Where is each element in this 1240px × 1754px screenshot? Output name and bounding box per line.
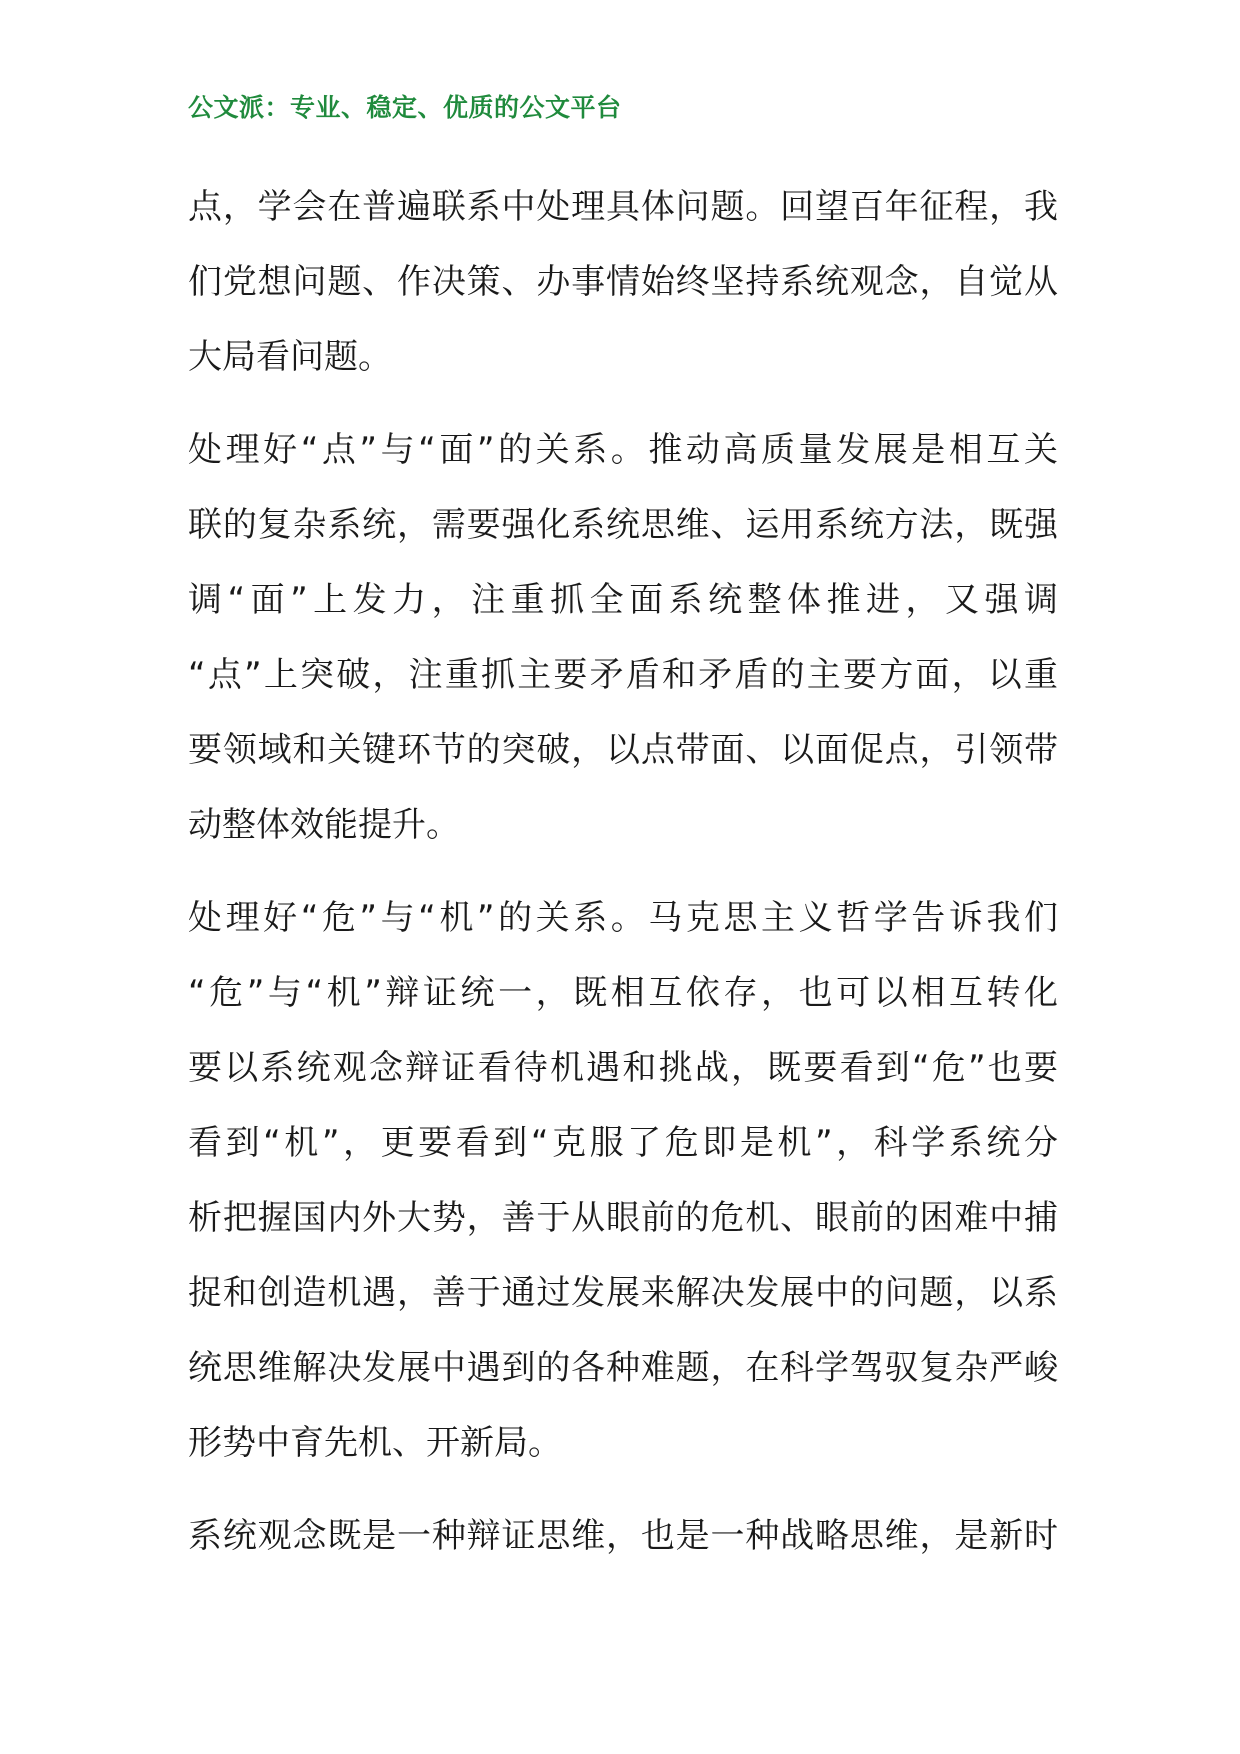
text-line: 联的复杂系统，需要强化系统思维、运用系统方法，既强 [188, 505, 1058, 545]
paragraph-2 [188, 413, 1058, 863]
text-line: 系统观念既是一种辩证思维，也是一种战略思维，是新时 [188, 1516, 1058, 1556]
text-line: 处理好“危”与“机”的关系。马克思主义哲学告诉我们 [188, 898, 1058, 938]
page-header: 公文派：专业、稳定、优质的公文平台 [188, 93, 622, 122]
text-line: “危”与“机”辩证统一，既相互依存，也可以相互转化 [188, 973, 1058, 1013]
paragraph-1 [188, 170, 1058, 395]
text-line: 要领域和关键环节的突破，以点带面、以面促点，引领带 [188, 730, 1058, 770]
text-line: “点”上突破，注重抓主要矛盾和矛盾的主要方面，以重 [188, 655, 1058, 695]
text-line: 要以系统观念辩证看待机遇和挑战，既要看到“危”也要 [188, 1048, 1058, 1088]
text-line: 析把握国内外大势，善于从眼前的危机、眼前的困难中捕 [188, 1198, 1058, 1238]
text-line: 捉和创造机遇，善于通过发展来解决发展中的问题，以系 [188, 1273, 1058, 1313]
paragraph-3 [188, 881, 1058, 1481]
text-line: 形势中育先机、开新局。 [188, 1423, 562, 1463]
text-line: 统思维解决发展中遇到的各种难题，在科学驾驭复杂严峻 [188, 1348, 1058, 1388]
text-line: 大局看问题。 [188, 337, 392, 377]
text-line: 们党想问题、作决策、办事情始终坚持系统观念，自觉从 [188, 262, 1058, 302]
text-line: 处理好“点”与“面”的关系。推动高质量发展是相互关 [188, 430, 1058, 470]
body-text [188, 170, 1058, 1592]
paragraph-4 [188, 1499, 1058, 1574]
text-line: 看到“机”，更要看到“克服了危即是机”，科学系统分 [188, 1123, 1058, 1163]
text-line: 动整体效能提升。 [188, 805, 460, 845]
text-line: 调“面”上发力，注重抓全面系统整体推进，又强调 [188, 580, 1058, 620]
text-line: 点，学会在普遍联系中处理具体问题。回望百年征程，我 [188, 187, 1058, 227]
